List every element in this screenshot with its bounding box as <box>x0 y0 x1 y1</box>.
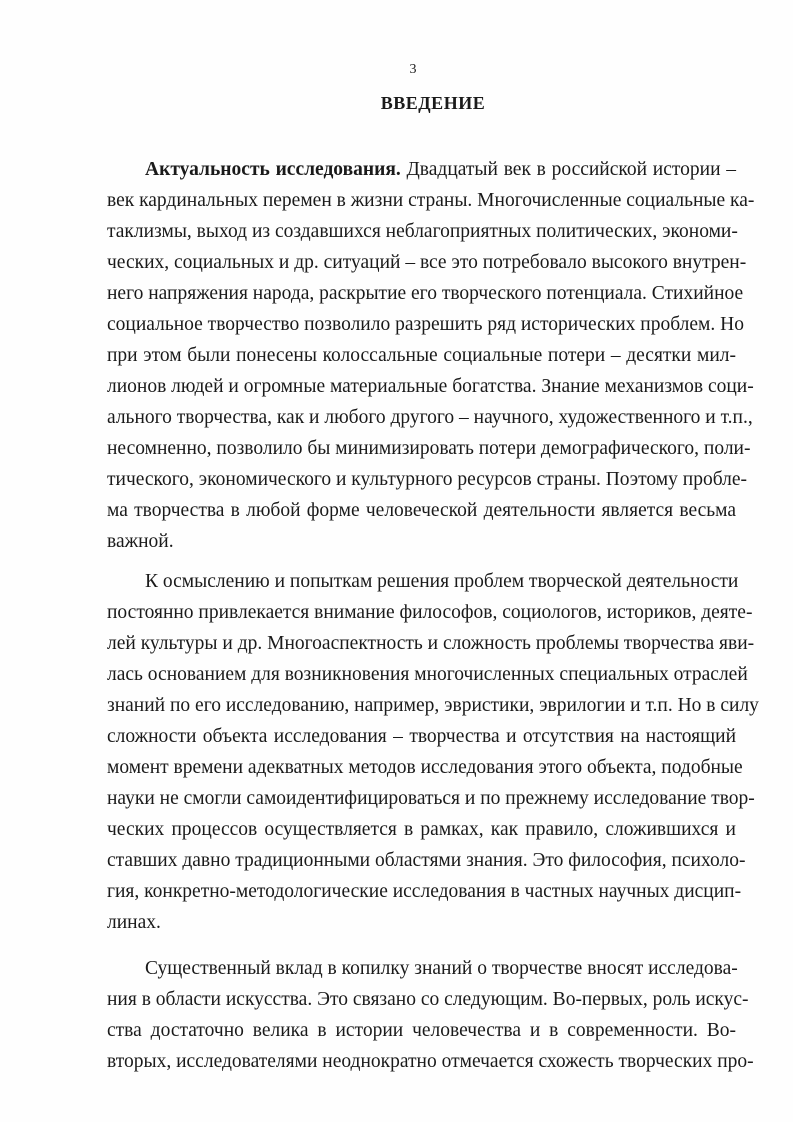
text-line: него напряжения народа, раскрытие его творческого потенциала. Стихийное <box>107 283 744 304</box>
text-line: ма творчества в любой форме человеческой деятельности является весьма <box>107 500 736 521</box>
text-line: науки не смогли самоидентифицироваться и по прежнему исследование твор- <box>107 788 755 809</box>
text-line: лионов людей и огромные материальные богатства. Знание механизмов соци- <box>107 376 754 397</box>
text-line: при этом были понесены колоссальные социальные потери – десятки мил- <box>107 345 736 366</box>
text-line: ства достаточно велика в истории человечества и в современности. Во- <box>107 1020 736 1041</box>
lead-phrase: Актуальность исследования. <box>145 159 401 180</box>
text-line: таклизмы, выход из создавшихся неблагоприятных политических, экономи- <box>107 221 738 242</box>
text-line: тического, экономического и культурного ресурсов страны. Поэтому пробле- <box>107 469 748 490</box>
text-line: ального творчества, как и любого другого – научного, художественного и т.п., <box>107 407 753 428</box>
page-title: ВВЕДЕНИЕ <box>380 93 486 113</box>
text-line: лей культуры и др. Многоаспектность и сложность проблемы творчества яви- <box>107 633 755 654</box>
text-line: важной. <box>107 531 174 552</box>
text-line: ческих, социальных и др. ситуаций – все это потребовало высокого внутрен- <box>107 252 747 273</box>
text-line: постоянно привлекается внимание философов, социологов, историков, деяте- <box>107 602 753 623</box>
text-line: гия, конкретно-методологические исследования в частных научных дисцип- <box>107 881 742 902</box>
text-line: несомненно, позволило бы минимизировать потери демографического, поли- <box>107 438 751 459</box>
text-line: лась основанием для возникновения многочисленных специальных отраслей <box>107 664 748 685</box>
text-line <box>145 158 736 182</box>
text-line: сложности объекта исследования – творчества и отсутствия на настоящий <box>107 726 736 747</box>
text-line: К осмыслению и попыткам решения проблем творческой деятельности <box>145 571 739 592</box>
text-line: социальное творчество позволило разрешить ряд исторических проблем. Но <box>107 314 744 335</box>
text-line: момент времени адекватных методов исследования этого объекта, подобные <box>107 757 743 778</box>
text-line: ставших давно традиционными областями знания. Это философия, психоло- <box>107 850 746 871</box>
text-line: линах. <box>107 912 161 933</box>
text-line: вторых, исследователями неоднократно отмечается схожесть творческих про- <box>107 1051 754 1072</box>
text-line: знаний по его исследованию, например, эвристики, эврилогии и т.п. Но в силу <box>107 695 759 716</box>
page-number: 3 <box>409 62 417 77</box>
line-text: Двадцатый век в российской истории – <box>400 159 737 180</box>
text-line: ния в области искусства. Это связано со следующим. Во-первых, роль искус- <box>107 989 749 1010</box>
text-line: Существенный вклад в копилку знаний о творчестве вносят исследова- <box>145 958 738 979</box>
text-line: век кардинальных перемен в жизни страны. Многочисленные социальные ка- <box>107 190 755 211</box>
text-line: ческих процессов осуществляется в рамках, как правило, сложившихся и <box>107 819 736 840</box>
